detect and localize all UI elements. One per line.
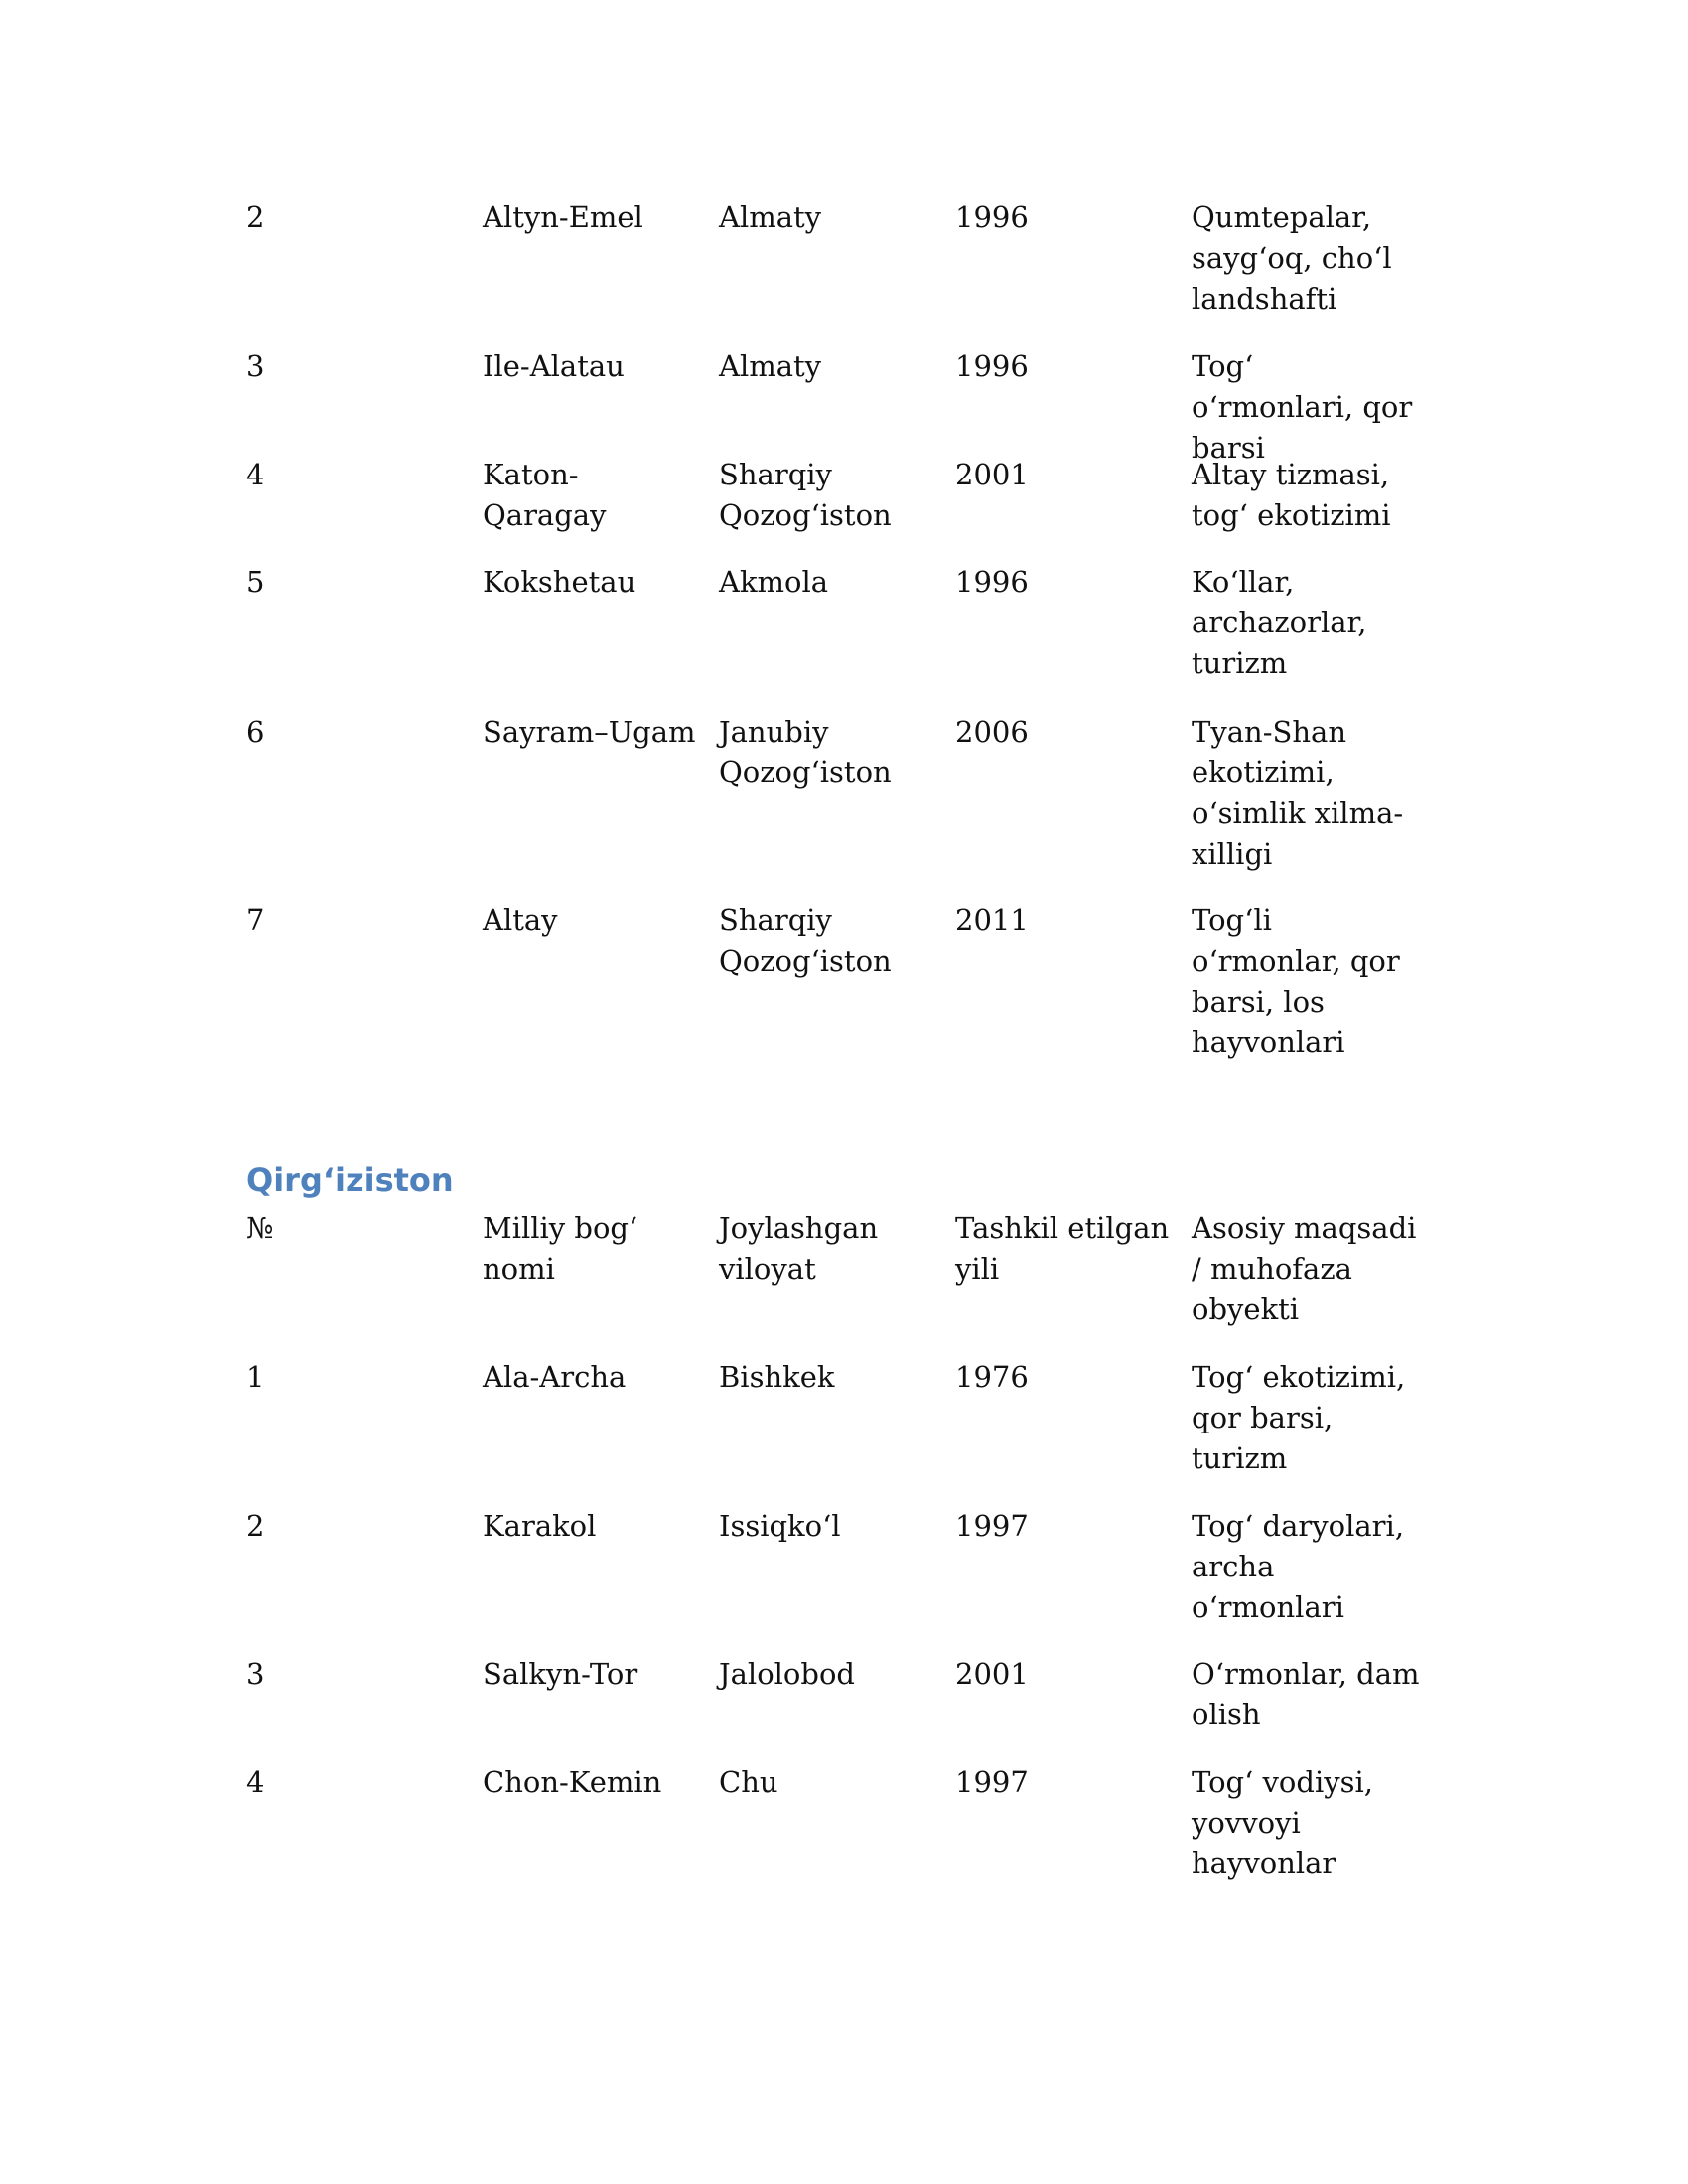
park-purpose: Tog‘ daryolari, archa o‘rmonlari <box>1192 1509 1405 1624</box>
park-region: Sharqiy Qozog‘iston <box>719 903 892 978</box>
park-name: Sayram–Ugam <box>483 715 696 749</box>
park-year: 1997 <box>955 1765 1029 1799</box>
park-year: 2006 <box>955 715 1029 749</box>
row-number: 7 <box>246 903 265 937</box>
header-year: Tashkil etilgan yili <box>955 1211 1170 1286</box>
row-number: 4 <box>246 1765 265 1799</box>
park-region: Janubiy Qozog‘iston <box>719 715 892 789</box>
park-name: Ile-Alatau <box>483 349 625 383</box>
park-year: 2011 <box>955 903 1029 937</box>
park-name: Katon-Qaragay <box>483 458 607 532</box>
park-name: Ala-Archa <box>483 1360 627 1394</box>
park-year: 2001 <box>955 1657 1029 1691</box>
park-year: 1996 <box>955 201 1029 234</box>
row-number: 4 <box>246 458 265 491</box>
header-region: Joylashgan viloyat <box>719 1211 879 1286</box>
park-purpose: Tog‘ vodiysi, yovvoyi hayvonlar <box>1192 1765 1373 1880</box>
park-purpose: Tyan-Shan ekotizimi, o‘simlik xilma-xilligi <box>1192 715 1404 871</box>
park-year: 1996 <box>955 349 1029 383</box>
park-purpose: Ko‘llar, archazorlar, turizm <box>1192 565 1367 680</box>
park-year: 1996 <box>955 565 1029 599</box>
park-name: Altay <box>483 903 558 937</box>
park-name: Salkyn-Tor <box>483 1657 638 1691</box>
park-region: Chu <box>719 1765 778 1799</box>
header-number: № <box>246 1211 274 1245</box>
row-number: 5 <box>246 565 265 599</box>
park-purpose: Tog‘ ekotizimi, qor barsi, turizm <box>1192 1360 1406 1475</box>
row-number: 3 <box>246 1657 265 1691</box>
park-region: Akmola <box>719 565 829 599</box>
park-purpose: Tog‘ o‘rmonlari, qor barsi <box>1192 349 1413 465</box>
park-name: Karakol <box>483 1509 597 1543</box>
row-number: 2 <box>246 201 265 234</box>
park-region: Bishkek <box>719 1360 835 1394</box>
header-purpose: Asosiy maqsadi / muhofaza obyekti <box>1192 1211 1417 1326</box>
row-number: 2 <box>246 1509 265 1543</box>
park-region: Issiqko‘l <box>719 1509 841 1543</box>
header-park-name: Milliy bog‘ nomi <box>483 1211 638 1286</box>
park-year: 2001 <box>955 458 1029 491</box>
row-number: 3 <box>246 349 265 383</box>
park-region: Sharqiy Qozog‘iston <box>719 458 892 532</box>
park-region: Almaty <box>719 201 822 234</box>
park-purpose: Qumtepalar, sayg‘oq, cho‘l landshafti <box>1192 201 1392 316</box>
park-name: Altyn-Emel <box>483 201 643 234</box>
row-number: 6 <box>246 715 265 749</box>
park-year: 1997 <box>955 1509 1029 1543</box>
park-region: Almaty <box>719 349 822 383</box>
park-purpose: O‘rmonlar, dam olish <box>1192 1657 1420 1731</box>
park-purpose: Tog‘li o‘rmonlar, qor barsi, los hayvonlari <box>1192 903 1400 1059</box>
section-heading-kyrgyzstan: Qirg‘iziston <box>246 1161 454 1199</box>
park-name: Chon-Kemin <box>483 1765 662 1799</box>
park-name: Kokshetau <box>483 565 636 599</box>
row-number: 1 <box>246 1360 265 1394</box>
park-region: Jalolobod <box>719 1657 855 1691</box>
park-purpose: Altay tizmasi, tog‘ ekotizimi <box>1192 458 1391 532</box>
park-year: 1976 <box>955 1360 1029 1394</box>
